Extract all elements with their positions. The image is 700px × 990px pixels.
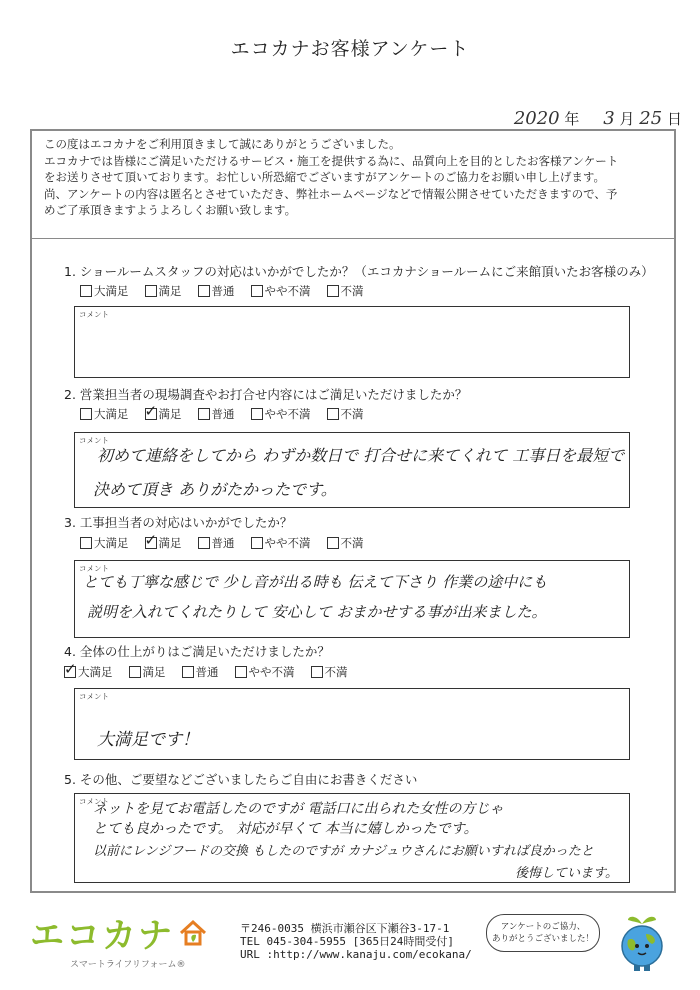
- option-label: 不満: [340, 284, 364, 298]
- intro-line: めご了承頂きますようよろしくお願い致します。: [44, 203, 297, 217]
- option-label: 不満: [340, 536, 364, 550]
- q2-option[interactable]: [80, 406, 129, 422]
- option-label: 満足: [142, 665, 166, 679]
- comment-label: コメント: [79, 692, 109, 701]
- q1-options: [80, 283, 364, 299]
- q5-comment-line: 後悔しています。: [515, 866, 618, 881]
- q4-option[interactable]: [129, 664, 166, 680]
- date-line: [514, 108, 682, 129]
- option-label: 大満足: [94, 407, 129, 421]
- logo-text: エコカナ: [30, 916, 174, 956]
- checkbox[interactable]: [198, 408, 210, 420]
- option-label: 普通: [195, 665, 219, 679]
- q5-comment-line: ネットを見てお電話したのですが 電話口に出られた女性の方じゃ: [93, 801, 504, 817]
- date-year-label: 年: [564, 110, 580, 128]
- q5-comment-line: 以前にレンジフードの交換 もしたのですが カナジュウさんにお願いすれば良かったと: [93, 844, 594, 859]
- option-label: 大満足: [78, 665, 113, 679]
- logo-wordmark: [30, 908, 208, 957]
- tel-line: TEL 045-304-5955 [365日24時間受付]: [240, 935, 454, 948]
- q1-option[interactable]: [327, 283, 364, 299]
- comment-label: コメント: [79, 436, 109, 445]
- intro-line: 尚、アンケートの内容は匿名とさせていただき、弊社ホームページなどで情報公開させていただきますので、予: [44, 186, 618, 201]
- q2-comment-box[interactable]: [74, 432, 630, 508]
- option-label: 満足: [158, 284, 182, 298]
- comment-label: コメント: [79, 797, 109, 806]
- option-label: 満足: [158, 407, 182, 421]
- intro-divider: [30, 238, 676, 239]
- thanks-bubble: [486, 914, 600, 952]
- option-label: やや不満: [248, 665, 295, 679]
- q4-option[interactable]: [235, 664, 295, 680]
- option-label: 普通: [211, 536, 235, 550]
- comment-label: コメント: [79, 310, 109, 319]
- q3-option[interactable]: [80, 535, 129, 551]
- q2-options: [80, 406, 364, 422]
- option-label: 普通: [211, 284, 235, 298]
- option-label: 普通: [211, 407, 235, 421]
- option-label: やや不満: [264, 284, 311, 298]
- option-label: 不満: [324, 665, 348, 679]
- q2-option[interactable]: [327, 406, 364, 422]
- q3-options: [80, 535, 364, 551]
- bubble-line: アンケートのご協力、: [500, 922, 586, 932]
- checkbox[interactable]: [327, 408, 339, 420]
- q3-option[interactable]: [327, 535, 364, 551]
- date-month: 3: [603, 108, 615, 129]
- date-year: 2020: [513, 108, 560, 129]
- q4-options: [64, 664, 348, 680]
- q4-option[interactable]: [64, 664, 113, 680]
- checkbox[interactable]: [235, 666, 247, 678]
- q4-comment-box[interactable]: [74, 688, 630, 760]
- q1-comment-box[interactable]: [74, 306, 630, 378]
- comment-label: コメント: [79, 564, 109, 573]
- checkbox[interactable]: [198, 537, 210, 549]
- globe-mascot-icon: [612, 910, 672, 974]
- q3-option[interactable]: [251, 535, 311, 551]
- q4-comment-line: 大満足です！: [97, 730, 199, 750]
- q3-option[interactable]: [198, 535, 235, 551]
- option-label: 満足: [158, 536, 182, 550]
- option-label: 大満足: [94, 536, 129, 550]
- checkbox[interactable]: [182, 666, 194, 678]
- option-label: 大満足: [94, 284, 129, 298]
- q2-option[interactable]: [145, 406, 182, 422]
- option-label: やや不満: [264, 407, 311, 421]
- date-day-label: 日: [666, 110, 682, 128]
- intro-line: この度はエコカナをご利用頂きまして誠にありがとうございました。: [44, 137, 401, 151]
- question-3: 3. 工事担当者の対応はいかがでしたか？: [64, 515, 293, 530]
- checkbox[interactable]: [251, 408, 263, 420]
- intro-line: エコカナでは皆様にご満足いただけるサービス・施工を提供する為に、品質向上を目的としたお客様アンケート: [44, 153, 619, 168]
- question-2: 2. 営業担当者の現場調査やお打合せ内容にはご満足いただけましたか？: [64, 387, 468, 402]
- option-label: 不満: [340, 407, 364, 421]
- logo-subtitle: スマートライフリフォーム®: [70, 960, 186, 970]
- checkbox[interactable]: [145, 537, 157, 549]
- q1-option[interactable]: [145, 283, 182, 299]
- checkbox[interactable]: [80, 537, 92, 549]
- q4-option[interactable]: [311, 664, 348, 680]
- q3-comment-line: とても丁寧な感じで 少し音が出る時も 伝えて下さり 作業の途中にも: [83, 573, 548, 591]
- checkbox[interactable]: [251, 537, 263, 549]
- q3-comment-line: 説明を入れてくれたりして 安心して おまかせする事が出来ました。: [87, 603, 547, 621]
- q1-option[interactable]: [251, 283, 311, 299]
- q4-option[interactable]: [182, 664, 219, 680]
- page-title: エコカナお客様アンケート: [230, 38, 470, 60]
- q1-option[interactable]: [80, 283, 129, 299]
- q3-comment-box[interactable]: [74, 560, 630, 638]
- bubble-line: ありがとうございました！: [491, 934, 594, 944]
- q2-comment-line: 決めて頂き ありがたかったです。: [93, 480, 337, 499]
- checkbox[interactable]: [198, 285, 210, 297]
- checkbox[interactable]: [80, 408, 92, 420]
- checkbox[interactable]: [145, 408, 157, 420]
- checkbox[interactable]: [80, 285, 92, 297]
- question-5: 5. その他、ご要望などございましたらご自由にお書きください: [64, 772, 418, 787]
- intro-text: [44, 136, 664, 219]
- question-1: 1. ショールームスタッフの対応はいかがでしたか？（エコカナショールームにご来館頂いたお客様のみ）: [64, 264, 654, 279]
- ecokana-logo: [30, 908, 208, 970]
- checkbox[interactable]: [64, 666, 76, 678]
- q3-option[interactable]: [145, 535, 182, 551]
- q5-comment-line: とても良かったです。 対応が早くて 本当に嬉しかったです。: [93, 821, 478, 837]
- company-address: [240, 922, 472, 961]
- option-label: やや不満: [264, 536, 311, 550]
- address-line: 〒246-0035 横浜市瀬谷区下瀬谷3-17-1: [240, 922, 450, 935]
- date-month-label: 月: [619, 110, 635, 128]
- q5-comment-box[interactable]: [74, 793, 630, 883]
- intro-line: をお送りさせて頂いております。お忙しい所恐縮でございますがアンケートのご協力をお願い申し上げます。: [44, 170, 605, 184]
- checkbox[interactable]: [145, 285, 157, 297]
- q2-option[interactable]: [198, 406, 235, 422]
- question-4: 4. 全体の仕上がりはご満足いただけましたか？: [64, 644, 330, 659]
- checkbox[interactable]: [327, 537, 339, 549]
- q2-comment-line: 初めて連絡をしてから わずか数日で 打合せに来てくれて 工事日を最短で: [97, 446, 625, 465]
- checkbox[interactable]: [129, 666, 141, 678]
- checkbox[interactable]: [327, 285, 339, 297]
- checkbox[interactable]: [311, 666, 323, 678]
- url-line: URL :http://www.kanaju.com/ecokana/: [240, 948, 472, 961]
- q1-option[interactable]: [198, 283, 235, 299]
- date-day: 25: [639, 108, 663, 129]
- q2-option[interactable]: [251, 406, 311, 422]
- checkbox[interactable]: [251, 285, 263, 297]
- house-icon: [178, 918, 208, 948]
